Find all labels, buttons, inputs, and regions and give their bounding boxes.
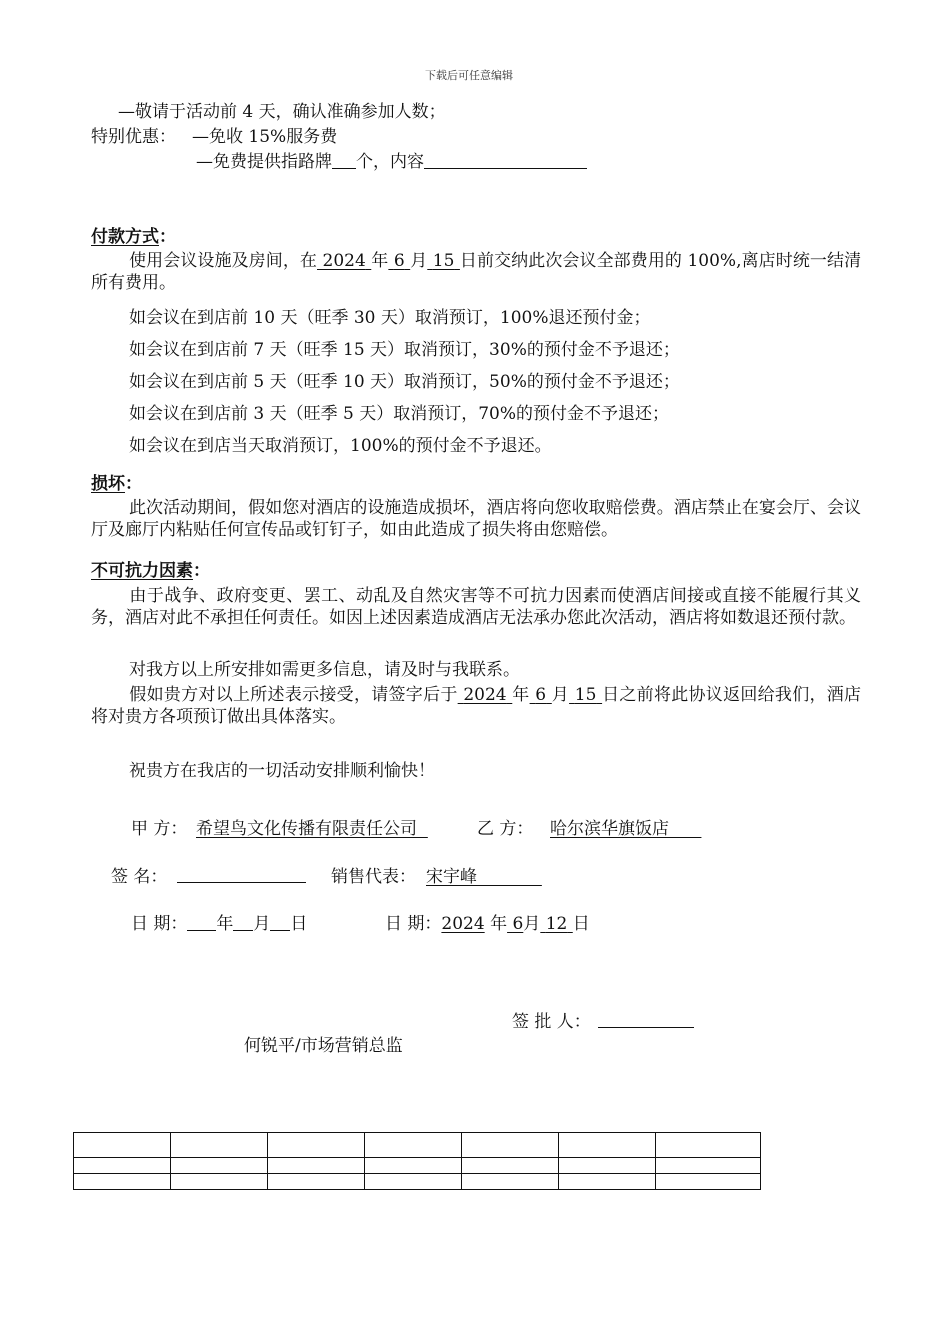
sales-rep-name: 宋宇峰 [426,867,477,887]
date-a-year-unit: 年 [216,914,234,934]
payment-text-a: 使用会议设施及房间，在 [129,251,317,271]
discount-service-fee: —免收 15%服务费 [192,127,338,147]
signage-content-blank[interactable] [424,152,587,169]
force-majeure-heading [91,560,210,582]
signage-count-blank[interactable] [332,152,356,169]
table-cell[interactable] [559,1133,656,1158]
payment-day: 15 [432,251,455,271]
discount-label: 特别优惠： [91,127,176,147]
force-majeure-paragraph [91,585,861,629]
cancellation-rule: 如会议在到店当天取消预订，100%的预付金不予退还。 [129,436,552,456]
signature-blank[interactable] [177,866,306,885]
payment-month: 6 [393,251,405,271]
date-b-month: 6 [512,914,524,934]
payment-paragraph [91,250,861,294]
party-a-label: 甲 方： [131,819,188,839]
table-cell[interactable] [268,1174,365,1190]
approver-blank[interactable] [598,1011,694,1030]
date-a [131,913,307,935]
payment-year: 2024 [322,251,366,271]
damage-heading-text: 损坏 [91,474,125,494]
table-cell[interactable] [365,1158,462,1174]
accept-text-c: 月 [551,685,570,705]
party-b-label: 乙 方： [477,819,534,839]
approver-label: 签 批 人： [512,1012,591,1032]
table-cell[interactable] [462,1158,559,1174]
cancellation-rule: 如会议在到店前 5 天（旺季 10 天）取消预订，50%的预付金不予退还； [129,372,680,392]
approver-name: 何锐平/市场营销总监 [244,1036,403,1056]
payment-heading [91,226,176,248]
empty-grid-table [73,1132,761,1190]
date-b-year: 2024 [441,914,485,934]
contact-line: 对我方以上所安排如需更多信息，请及时与我联系。 [129,660,520,680]
accept-text-d: 日之前将此协议返回给我们，酒店将对贵方各项预订做出具体落实。 [91,685,862,727]
discount-signage [196,151,587,173]
table-cell[interactable] [656,1133,761,1158]
closing-wish: 祝贵方在我店的一切活动安排顺利愉快！ [129,761,435,781]
signature-label: 签 名： [111,867,168,887]
date-b-day: 12 [545,914,568,934]
table-cell[interactable] [74,1158,171,1174]
accept-month: 6 [535,685,547,705]
table-cell[interactable] [365,1174,462,1190]
date-a-year-blank[interactable] [187,914,216,931]
accept-year: 2024 [463,685,507,705]
table-row [74,1133,761,1158]
table-cell[interactable] [656,1158,761,1174]
date-b [385,913,590,935]
table-row [74,1158,761,1174]
force-majeure-text: 由于战争、政府变更、罢工、动乱及自然灾害等不可抗力因素而使酒店间接或直接不能履行其义务，酒店对此不承担任何责任。如因上述因素造成酒店无法承办您此次活动，酒店将如数退还预付款。 [91,586,861,628]
table-cell[interactable] [365,1133,462,1158]
table-cell[interactable] [559,1158,656,1174]
damage-heading-colon: ： [125,474,142,494]
table-cell[interactable] [656,1174,761,1190]
signage-text: —免费提供指路牌 [196,152,332,172]
damage-heading [91,473,142,495]
payment-text-d: 日前交纳此次会议全部费用的 100%,离店时统一结清所有费用。 [91,251,862,293]
payment-heading-colon: ： [159,227,176,247]
payment-text-b: 年 [371,251,389,271]
sales-rep-label: 销售代表： [331,867,416,887]
table-cell[interactable] [74,1133,171,1158]
table-cell[interactable] [268,1133,365,1158]
payment-heading-text: 付款方式 [91,227,159,247]
accept-day: 15 [574,685,597,705]
table-cell[interactable] [268,1158,365,1174]
acceptance-paragraph [91,684,861,728]
date-b-year-unit: 年 [490,914,508,934]
table-cell[interactable] [171,1133,268,1158]
damage-paragraph [91,497,861,541]
table-cell[interactable] [171,1174,268,1190]
table-cell[interactable] [74,1174,171,1190]
force-majeure-heading-colon: ： [193,561,210,581]
cancellation-rule: 如会议在到店前 3 天（旺季 5 天）取消预订，70%的预付金不予退还； [129,404,670,424]
table-row [74,1174,761,1190]
header-note: 下载后可任意编辑 [425,69,513,82]
date-a-label: 日 期： [131,914,188,934]
force-majeure-heading-text: 不可抗力因素 [91,561,193,581]
date-a-day-blank[interactable] [270,914,290,931]
cancellation-rule: 如会议在到店前 7 天（旺季 15 天）取消预订，30%的预付金不予退还； [129,340,680,360]
table-cell[interactable] [171,1158,268,1174]
date-b-month-unit: 月 [523,914,541,934]
accept-text-b: 年 [512,685,530,705]
accept-text-a: 假如贵方对以上所述表示接受，请签字后于 [129,685,458,705]
payment-text-c: 月 [410,251,428,271]
signage-content-label: 个，内容 [356,152,424,172]
date-a-month-blank[interactable] [233,914,253,931]
date-b-day-unit: 日 [572,914,590,934]
date-a-month-unit: 月 [253,914,271,934]
date-b-label: 日 期： [385,914,442,934]
table-cell[interactable] [559,1174,656,1190]
party-a-name: 希望鸟文化传播有限责任公司 [196,819,417,839]
table-cell[interactable] [462,1174,559,1190]
party-b-name: 哈尔滨华旗饭店 [550,819,669,839]
damage-text: 此次活动期间，假如您对酒店的设施造成损坏，酒店将向您收取赔偿费。酒店禁止在宴会厅、会议厅及廊厅内粘贴任何宣传品或钉钉子，如由此造成了损失将由您赔偿。 [91,498,861,540]
date-a-day-unit: 日 [290,914,308,934]
cancellation-rule: 如会议在到店前 10 天（旺季 30 天）取消预订，100%退还预付金； [129,308,651,328]
table-cell[interactable] [462,1133,559,1158]
confirm-attendance-line: —敬请于活动前 4 天，确认准确参加人数； [118,102,446,122]
